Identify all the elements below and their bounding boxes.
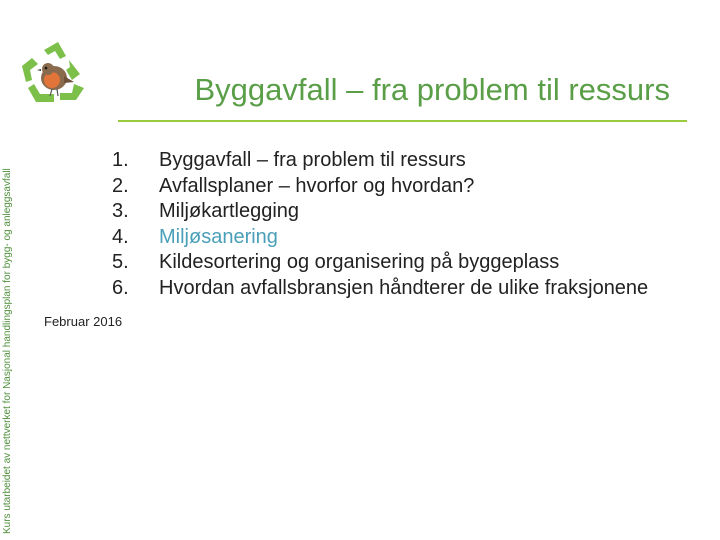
agenda-list xyxy=(112,148,672,301)
agenda-item-number: 5. xyxy=(112,251,129,273)
agenda-item-number: 2. xyxy=(112,174,129,197)
agenda-item-text: Kildesortering og organisering på byggeplass xyxy=(159,251,560,273)
agenda-item xyxy=(112,174,672,200)
recycle-robin-logo xyxy=(14,36,94,112)
footer-date: Februar 2016 xyxy=(44,314,123,329)
agenda-item xyxy=(112,148,672,174)
title-divider xyxy=(118,120,687,122)
agenda-item-number: 3. xyxy=(112,200,129,222)
agenda-item xyxy=(112,250,672,276)
agenda-item-text: Byggavfall – fra problem til ressurs xyxy=(159,149,466,171)
side-caption: Kurs utarbeidet av nettverket for Nasjonal handlingsplan for bygg- og anleggsavfall xyxy=(2,168,13,534)
agenda-item xyxy=(112,276,672,302)
slide-title: Byggavfall – fra problem til ressurs xyxy=(194,72,670,107)
agenda-item-number: 4. xyxy=(112,225,129,248)
agenda-item-text: Miljøkartlegging xyxy=(159,200,300,222)
agenda-item-text: Hvordan avfallsbransjen håndterer de ulike fraksjonene xyxy=(159,276,649,299)
agenda-item-current xyxy=(112,225,672,251)
agenda-item-number: 1. xyxy=(112,149,129,171)
agenda-item-text: Avfallsplaner – hvorfor og hvordan? xyxy=(159,174,475,197)
agenda-item xyxy=(112,199,672,225)
agenda-item-text: Miljøsanering xyxy=(159,225,278,248)
agenda-item-number: 6. xyxy=(112,276,129,299)
